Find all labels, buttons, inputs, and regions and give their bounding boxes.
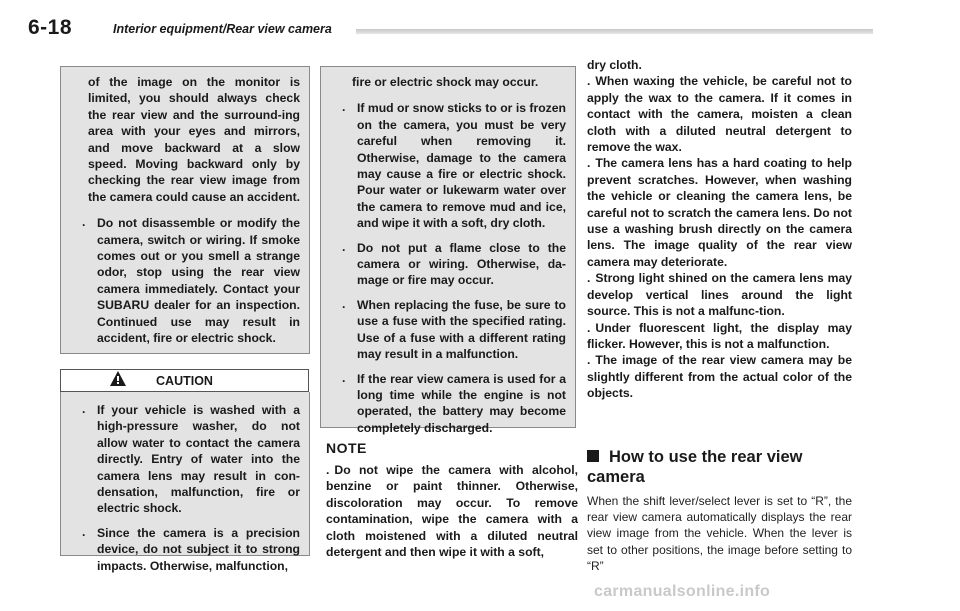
warning-triangle-icon bbox=[110, 371, 126, 386]
caution-bullet: . If the rear view camera is used for a long time while the engine is not operated, the battery may become completely discharged. bbox=[330, 371, 566, 437]
caution-box-cont bbox=[320, 66, 576, 435]
note-cont-intro: dry cloth. bbox=[587, 58, 642, 72]
bullet-dot: . bbox=[587, 353, 591, 368]
caution-cont-intro: fire or electric shock may occur. bbox=[352, 75, 539, 89]
chapter-title: Interior equipment/Rear view camera bbox=[113, 22, 332, 36]
bullet-dot: . bbox=[587, 156, 591, 171]
bullet-dot: . bbox=[587, 74, 591, 89]
warning-bullet: . Do not disassemble or modify the camera, switch or wiring. If smoke comes out or you smell a strange odor, stop using the rear view camera immediately. Contact your SUBARU dealer for an inspection. Continued use may result in accident, fire or electric shock. bbox=[70, 215, 300, 346]
note-body: Do not wipe the camera with alcohol, benzine or paint thinner. Otherwise, discoloration may occur. To remove contamination, wipe the camera with a cloth moistened with a diluted neutral detergent and then wipe it with a soft, bbox=[326, 463, 578, 560]
note-title: NOTE bbox=[326, 440, 367, 456]
note-bullet: . The image of the rear view camera may be slightly different from the actual color of the objects. bbox=[587, 353, 852, 401]
caution-box bbox=[60, 392, 310, 573]
bullet-dot: . bbox=[587, 271, 591, 286]
note-bullet: . Under fluorescent light, the display may flicker. However, this is not a malfunction. bbox=[587, 320, 852, 351]
note-bullet: . The camera lens has a hard coating to help prevent scratches. However, when washing the vehicle or cleaning the camera lens, be careful not to scratch the camera lens. Do not use a washing brush directly on the camera lens. The image quality of the rear view camera may deteriorate. bbox=[587, 156, 852, 269]
page-header bbox=[28, 14, 848, 44]
caution-label: CAUTION bbox=[156, 374, 213, 388]
note-text bbox=[326, 462, 578, 560]
watermark: carmanualsonline.info bbox=[594, 583, 771, 600]
caution-bullet: . Since the camera is a precision device, do not subject it to strong impacts. Otherwise, malfunction, bbox=[70, 525, 300, 574]
note-continuation bbox=[587, 57, 852, 402]
warning-box bbox=[60, 66, 310, 354]
caution-bullet: . Do not put a flame close to the camera or wiring. Otherwise, da-mage or fire may occur. bbox=[330, 240, 566, 289]
caution-bullet: . If mud or snow sticks to or is frozen on the camera, you must be very careful when removing it. Otherwise, damage to the camera may cause a fire or electric shock. Pour water or lukewarm water over the camera to remove mud and ice, and wipe it with a soft, dry cloth. bbox=[330, 100, 566, 231]
page-number: 6-18 bbox=[28, 16, 73, 39]
note-bullet: . When waxing the vehicle, be careful not to apply the wax to the camera. If it comes in contact with the camera, moisten a clean cloth with a diluted neutral detergent to remove the wax. bbox=[587, 74, 852, 155]
warning-intro: of the image on the monitor is limited, you should always check the rear view and the surround-ing area with your eyes and mirrors, and move backward at a slow speed. Moving backward only by checking the rear view image from the camera could cause an accident. bbox=[88, 75, 301, 204]
note-bullet: . Strong light shined on the camera lens may develop vertical lines around the light source. This is not a malfunc-tion. bbox=[587, 271, 852, 319]
bullet-dot: . bbox=[587, 320, 591, 335]
section-heading bbox=[587, 447, 852, 487]
section-body: When the shift lever/select lever is set to “R”, the rear view camera automatically displays the rear view image from the vehicle. When the lever is set to other positions, the image before setting to “R” bbox=[587, 494, 852, 573]
bullet-dot: . bbox=[326, 463, 330, 477]
header-rule bbox=[356, 29, 873, 34]
caution-bullet: . If your vehicle is washed with a high-pressure washer, do not allow water to contact the camera directly. Entry of water into the camera lens may result in con-densation, malfunction, fire or electric shock. bbox=[70, 402, 300, 517]
caution-bullet: . When replacing the fuse, be sure to use a fuse with the specified rating. Use of a fuse with a different rating may result in a malfunction. bbox=[330, 297, 566, 363]
square-bullet-icon bbox=[587, 450, 599, 462]
section-title: How to use the rear view camera bbox=[587, 448, 803, 486]
caution-header bbox=[60, 369, 309, 392]
